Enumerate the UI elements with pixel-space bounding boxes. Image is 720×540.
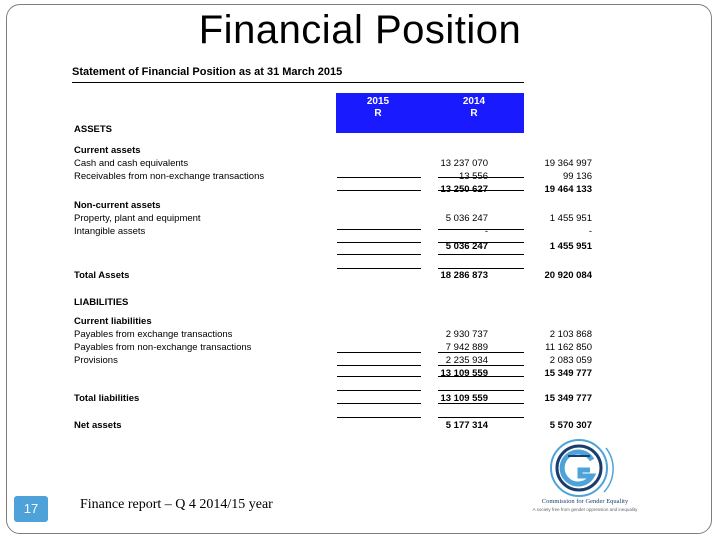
financial-statement-table: [72, 66, 592, 432]
current-liabilities-heading-row: [72, 315, 524, 328]
liabilities-heading: LIABILITIES: [74, 297, 129, 308]
current-assets-heading: Current assets: [74, 145, 141, 156]
receivables-2014: 99 136: [562, 171, 592, 182]
rule-line: [337, 177, 421, 178]
net-assets-2014: 5 570 307: [549, 420, 592, 431]
provisions-2014: 2 083 059: [549, 355, 592, 366]
column-header-2014-unit: R: [470, 108, 478, 119]
ppe-2015: 5 036 247: [445, 213, 488, 224]
table-row: [72, 225, 592, 238]
cash-label: Cash and cash equivalents: [74, 158, 189, 169]
total-assets-2015: 18 286 873: [440, 270, 488, 281]
total-assets-label: Total Assets: [74, 270, 130, 281]
rule-line: [438, 177, 524, 178]
payables-nonexchange-2014: 11 162 850: [545, 342, 592, 353]
column-header-2015-unit: R: [374, 108, 382, 119]
rule-line: [438, 403, 524, 404]
rule-line: [337, 390, 421, 391]
rule-line: [438, 417, 524, 418]
current-assets-total-2014: 19 464 133: [544, 184, 592, 195]
rule-line: [337, 417, 421, 418]
current-liabilities-total-2014: 15 349 777: [544, 368, 592, 379]
non-current-total-2014: 1 455 951: [549, 241, 592, 252]
cash-2015: 13 237 070: [440, 158, 488, 169]
payables-exchange-2014: 2 103 868: [549, 329, 592, 340]
intangible-label: Intangible assets: [74, 226, 146, 237]
payables-exchange-2015: 2 930 737: [445, 329, 488, 340]
ppe-2014: 1 455 951: [549, 213, 592, 224]
intangible-2014: -: [588, 226, 592, 237]
total-liabilities-2015: 13 109 559: [440, 393, 488, 404]
rule-line: [337, 190, 421, 191]
provisions-2015: 2 235 934: [445, 355, 488, 366]
total-assets-row: [72, 269, 592, 282]
payables-nonexchange-2015: 7 942 889: [445, 342, 488, 353]
rule-line: [438, 254, 524, 255]
liabilities-heading-row: [72, 296, 524, 309]
cash-2014: 19 364 997: [544, 158, 592, 169]
payables-exchange-label: Payables from exchange transactions: [74, 329, 233, 340]
slide-number: 17: [14, 496, 48, 522]
rule-line: [337, 352, 421, 353]
net-assets-2015: 5 177 314: [445, 420, 488, 431]
current-liabilities-heading: Current liabilities: [74, 316, 152, 327]
assets-heading-row: [72, 123, 524, 136]
column-header-2014-year: 2014: [462, 96, 486, 107]
rule-line: [337, 403, 421, 404]
total-liabilities-label: Total liabilities: [74, 393, 140, 404]
rule-line: [438, 229, 524, 230]
rule-line: [337, 229, 421, 230]
statement-title: Statement of Financial Position as at 31 March 2015: [72, 66, 524, 83]
assets-heading: ASSETS: [74, 124, 113, 135]
current-assets-total-2015: 13 250 627: [440, 184, 488, 195]
rule-line: [337, 242, 421, 243]
logo-name: Commission for Gender Equality: [541, 498, 629, 505]
rule-line: [337, 365, 421, 366]
receivables-label: Receivables from non-exchange transactions: [74, 171, 265, 182]
rule-line: [337, 254, 421, 255]
table-row: [72, 157, 592, 170]
footer-text: Finance report – Q 4 2014/15 year: [80, 497, 273, 512]
rule-line: [438, 365, 524, 366]
column-header-2015-year: 2015: [366, 96, 390, 107]
net-assets-row: [72, 419, 592, 432]
rule-line: [337, 376, 421, 377]
rule-line: [438, 376, 524, 377]
current-assets-heading-row: [72, 144, 524, 157]
rule-line: [438, 242, 524, 243]
current-liabilities-total-2015: 13 109 559: [440, 368, 488, 379]
non-current-heading-row: [72, 199, 524, 212]
rule-line: [438, 352, 524, 353]
non-current-total-2015: 5 036 247: [445, 241, 488, 252]
net-assets-label: Net assets: [74, 420, 122, 431]
rule-line: [438, 390, 524, 391]
provisions-label: Provisions: [74, 355, 118, 366]
slide-title: Financial Position: [198, 8, 522, 52]
total-liabilities-2014: 15 349 777: [544, 393, 592, 404]
rule-line: [438, 190, 524, 191]
payables-nonexchange-label: Payables from non-exchange transactions: [74, 342, 252, 353]
ppe-label: Property, plant and equipment: [74, 213, 201, 224]
logo-tagline: A society free from gender oppression and inequality: [532, 507, 638, 512]
table-row: [72, 212, 592, 225]
current-liabilities-total-row: [72, 367, 592, 380]
receivables-2015: 13 556: [458, 171, 488, 182]
rule-line: [337, 268, 421, 269]
rule-line: [438, 268, 524, 269]
table-row: [72, 328, 592, 341]
intangible-2015: -: [484, 226, 488, 237]
total-assets-2014: 20 920 084: [544, 270, 592, 281]
non-current-heading: Non-current assets: [74, 200, 161, 211]
